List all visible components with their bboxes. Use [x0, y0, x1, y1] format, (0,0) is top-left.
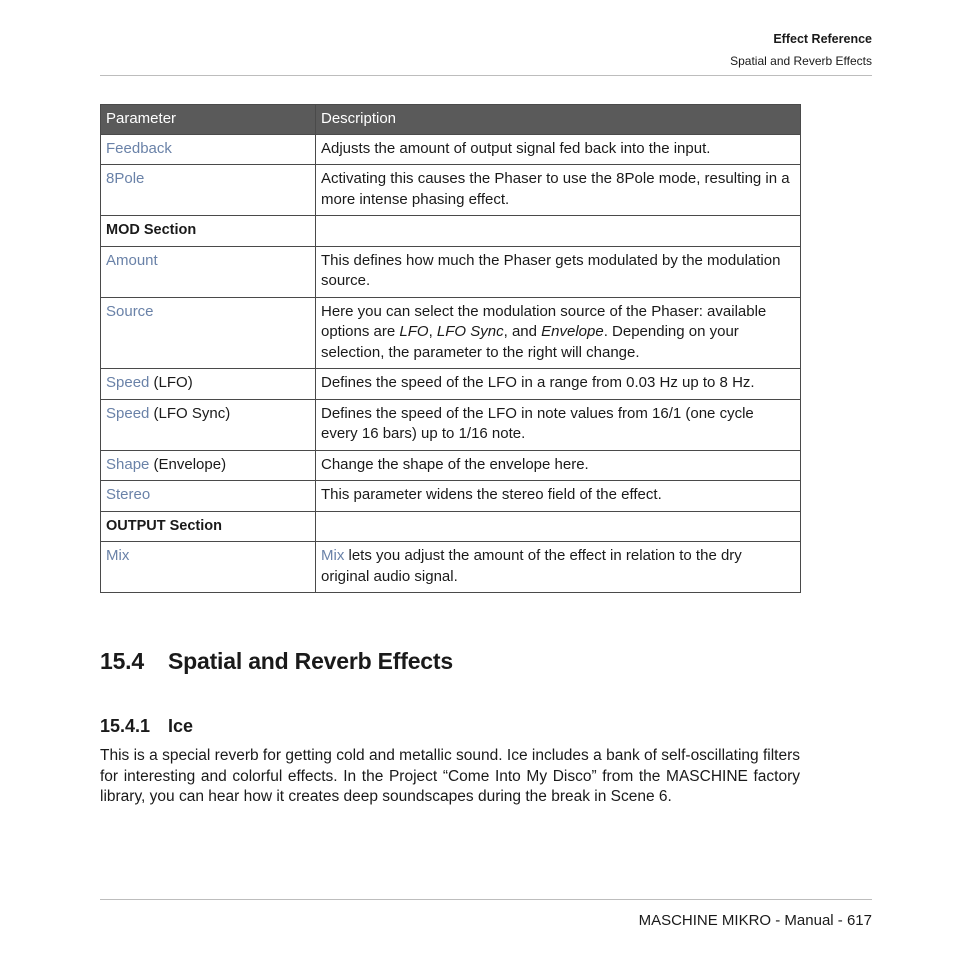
- desc-cell: Activating this causes the Phaser to use the 8Pole mode, resulting in a more intense phasing effect.: [316, 165, 801, 216]
- table-row: [101, 246, 801, 297]
- desc-cell: Defines the speed of the LFO in a range from 0.03 Hz up to 8 Hz.: [316, 369, 801, 400]
- running-head-chapter: Effect Reference: [773, 32, 872, 46]
- table-row: [101, 481, 801, 512]
- desc-text: , and: [503, 323, 542, 340]
- section-heading: [100, 646, 453, 676]
- param-cell: [101, 297, 316, 369]
- param-qualifier: (Envelope): [149, 455, 227, 473]
- section-number: 15.4: [100, 648, 144, 674]
- param-link-8pole[interactable]: 8Pole: [106, 170, 145, 187]
- param-cell: [101, 246, 316, 297]
- desc-cell: Adjusts the amount of output signal fed back into the input.: [316, 134, 801, 165]
- option-lfo-sync: LFO Sync: [436, 323, 504, 340]
- param-link-mix[interactable]: Mix: [106, 547, 130, 564]
- param-qualifier: (LFO Sync): [149, 404, 231, 422]
- section-label-output: OUTPUT Section: [101, 511, 316, 542]
- param-cell: [101, 450, 316, 481]
- table-row: [101, 399, 801, 450]
- subsection-heading: [100, 714, 193, 738]
- table-row: [101, 165, 801, 216]
- desc-cell: This defines how much the Phaser gets modulated by the modulation source.: [316, 246, 801, 297]
- desc-text: . Depending on your selection, the parameter to the right will change.: [321, 323, 739, 361]
- param-cell: [101, 481, 316, 512]
- table-row: [101, 134, 801, 165]
- param-link-speed-lfo[interactable]: Speed: [106, 374, 150, 391]
- param-link-shape[interactable]: Shape: [106, 455, 150, 473]
- header-rule: [100, 75, 872, 76]
- section-title: Spatial and Reverb Effects: [168, 648, 453, 674]
- desc-link-mix[interactable]: Mix: [321, 547, 345, 564]
- table-row: [101, 450, 801, 481]
- desc-text: lets you adjust the amount of the effect in relation to the dry original audio signal.: [321, 547, 742, 585]
- param-cell: [101, 399, 316, 450]
- param-cell: [101, 165, 316, 216]
- desc-text: ,: [428, 323, 437, 340]
- desc-cell: Change the shape of the envelope here.: [316, 450, 801, 481]
- table-row: [101, 297, 801, 369]
- section-empty-cell: [316, 511, 801, 542]
- parameter-table: [100, 104, 801, 593]
- param-link-source[interactable]: Source: [106, 302, 154, 320]
- option-envelope: Envelope: [541, 323, 604, 340]
- desc-cell: [316, 542, 801, 593]
- option-lfo: LFO: [399, 323, 429, 340]
- subsection-title: Ice: [168, 716, 194, 736]
- section-label-mod: MOD Section: [101, 216, 316, 247]
- param-cell: [101, 369, 316, 400]
- desc-cell: This parameter widens the stereo field of the effect.: [316, 481, 801, 512]
- param-cell: [101, 134, 316, 165]
- param-qualifier: (LFO): [149, 374, 193, 391]
- column-header-parameter: Parameter: [101, 105, 316, 135]
- table-row: [101, 542, 801, 593]
- table-section-row: [101, 216, 801, 247]
- running-head: [730, 30, 872, 70]
- desc-cell: [316, 297, 801, 369]
- param-link-amount[interactable]: Amount: [106, 251, 158, 269]
- running-head-section: Spatial and Reverb Effects: [730, 54, 872, 68]
- section-empty-cell: [316, 216, 801, 247]
- param-link-speed-lfo-sync[interactable]: Speed: [106, 404, 150, 422]
- footer-rule: [100, 899, 872, 900]
- table-section-row: [101, 511, 801, 542]
- param-link-feedback[interactable]: Feedback: [106, 139, 172, 157]
- column-header-description: Description: [316, 105, 801, 135]
- body-paragraph: This is a special reverb for getting cold and metallic sound. Ice includes a bank of self-oscillating filters for interesting and colorful effects. In the Project “Come Into My Disco” from the MASCHINE factory library, you can hear how it creates deep soundscapes during the break in Scene 6.: [100, 747, 800, 806]
- subsection-number: 15.4.1: [100, 716, 151, 736]
- param-cell: [101, 542, 316, 593]
- param-link-stereo[interactable]: Stereo: [106, 486, 151, 503]
- table-header-row: [101, 105, 801, 135]
- page-footer: MASCHINE MIKRO - Manual - 617: [638, 912, 872, 929]
- table-row: [101, 369, 801, 400]
- desc-cell: Defines the speed of the LFO in note values from 16/1 (one cycle every 16 bars) up to 1/16 note.: [316, 399, 801, 450]
- desc-text: Here you can select the modulation source of the Phaser: available options are: [321, 302, 767, 340]
